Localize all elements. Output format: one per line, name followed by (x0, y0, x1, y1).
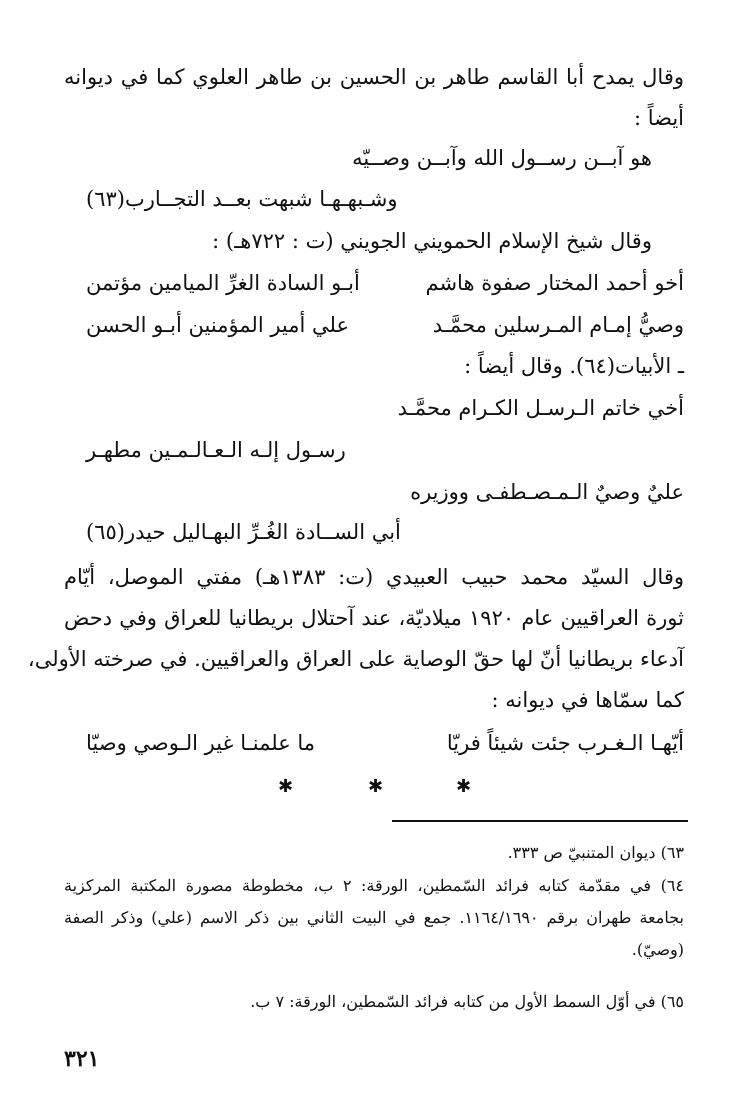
paragraph-1-line-2: أيضاً : (633, 106, 684, 130)
poem-3-line-4: أبي الســادة الغُـرِّ البهـاليل حيدر(٦٥) (86, 520, 401, 544)
separator-star-icon: ✱ (456, 776, 472, 797)
page-number: ٣٢١ (64, 1046, 100, 1072)
footnote-divider (392, 820, 688, 822)
poem-3-line-3: عليٌ وصيٌ الـمـصـطفـى ووزيره (410, 480, 684, 504)
paragraph-4-line-4: كما سمّاها في ديوانه : (491, 688, 684, 712)
footnote-64-line-3: (وصيّ). (631, 940, 684, 959)
paragraph-1-line-1: وقال يمدح أبا القاسم طاهر بن الحسين بن طاهر العلوي كما في ديوانه (64, 65, 684, 89)
separator-star-icon: ✱ (368, 776, 384, 797)
footnote-64-line-1: ٦٤) في مقدّمة كتابه فرائد السّمطين، الورقة: ٢ ب، مخطوطة مصورة المكتبة المركزية (64, 876, 685, 895)
footnote-63: ٦٣) ديوان المتنبيّ ص ٣٣٣. (507, 843, 684, 862)
paragraph-2-line-1: وقال شيخ الإسلام الحمويني الجويني (ت : ٧٢٢هـ) : (212, 229, 652, 253)
poem-3-line-2: رسـول إلـه الـعـالـمـين مطهـر (86, 438, 346, 462)
poem-1-hemistich-2: وشـبهـهـا شبهت بعــد التجــارب(٦٣) (86, 187, 398, 211)
poem-4-hemistich-left: ما علمنـا غير الـوصي وصيّا (86, 731, 316, 755)
poem-2-verse-2-right: وصيُّ إمـام المـرسلين محمَّـد (432, 313, 684, 337)
paragraph-4-line-1: وقال السيّد محمد حبيب العبيدي (ت: ١٣٨٣هـ) مفتي الموصل، أيّام (64, 565, 684, 589)
poem-1-hemistich-1: هو آبــن رســول الله وآبــن وصــيّه (352, 146, 652, 170)
paragraph-4-line-2: ثورة العراقيين عام ١٩٢٠ ميلاديّة، عند آحتلال بريطانيا للعراق وفي دحض (64, 606, 684, 630)
poem-2-verse-1-left: أبـو السادة الغرِّ الميامين مؤتمن (86, 271, 360, 295)
paragraph-3-line-1: ـ الأبيات(٦٤). وقال أيضاً : (464, 354, 684, 378)
paragraph-4-line-3: آدعاء بريطانيا أنّ لها حقّ الوصاية على العراق والعراقيين. في صرخته الأولى، (27, 647, 684, 671)
footnote-64-line-2: بجامعة طهران برقم ١١٦٤/١٦٩٠. جمع في البيت الثاني بين ذكر الاسم (علي) وذكر الصفة (64, 908, 684, 927)
footnote-65: ٦٥) في أوّل السمط الأول من كتابه فرائد السّمطين، الورقة: ٧ ب. (250, 992, 684, 1011)
poem-3-line-1: أخي خاتم الـرسـل الكـرام محمَّـد (397, 396, 684, 420)
poem-2-verse-1-right: أخو أحمد المختار صفوة هاشم (425, 271, 684, 295)
separator-star-icon: ✱ (278, 776, 294, 797)
section-separator (0, 776, 748, 802)
poem-2-verse-2-left: علي أمير المؤمنين أبـو الحسن (86, 313, 350, 337)
poem-4-hemistich-right: أيّهـا الـغـرب جئت شيئاً فريّا (446, 731, 684, 755)
